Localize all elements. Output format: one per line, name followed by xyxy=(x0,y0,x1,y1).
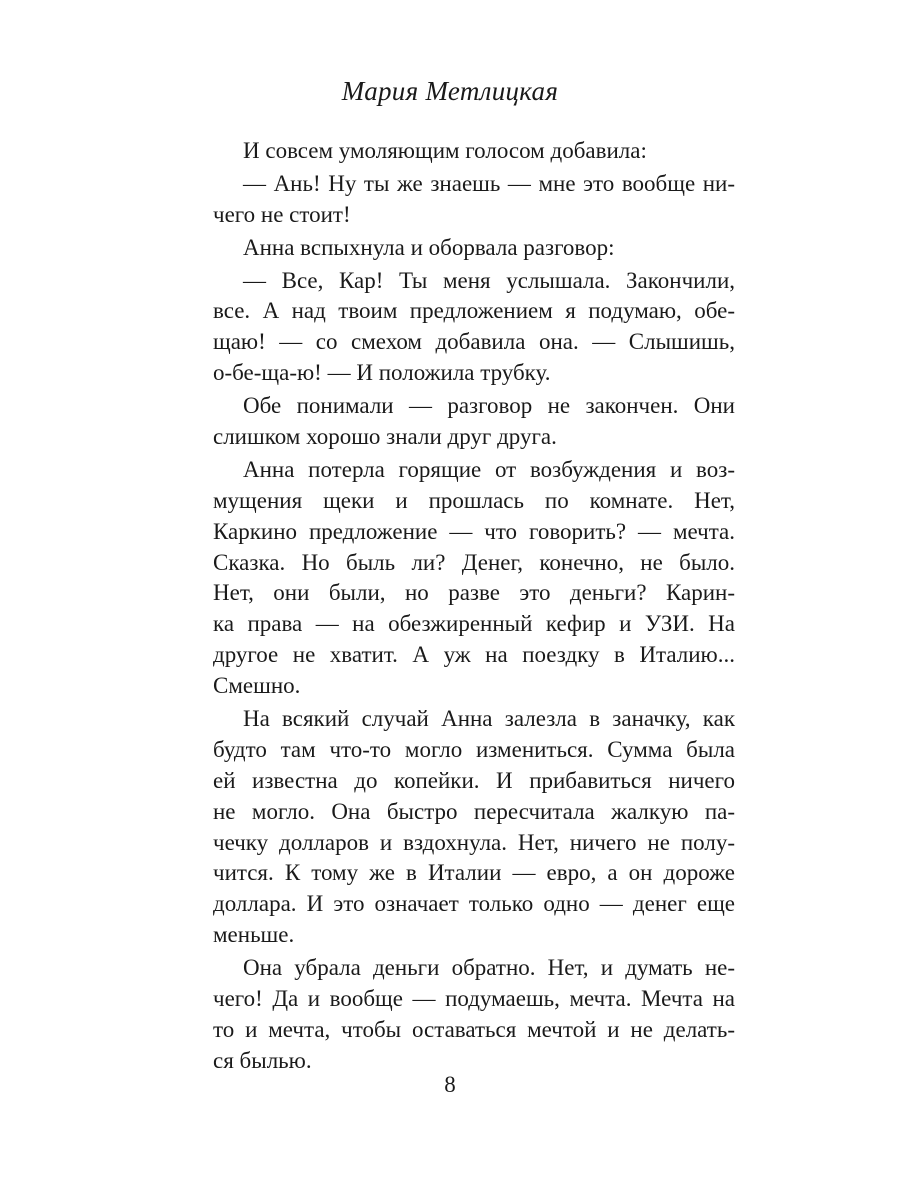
text-line: — Ань! Ну ты же знаешь — мне это вообще ни- xyxy=(243,170,735,196)
text-line: ка права — на обезжиренный кефир и УЗИ. На xyxy=(213,611,735,637)
paragraph xyxy=(213,391,735,453)
body-text xyxy=(213,136,735,1079)
text-line: Сказка. Но быль ли? Денег, конечно, не было. xyxy=(213,549,735,575)
text-line: чего! Да и вообще — подумаешь, мечта. Мечта на xyxy=(213,986,735,1012)
paragraph xyxy=(213,953,735,1077)
text-line: ей известна до копейки. И прибавиться ничего xyxy=(213,767,735,793)
text-line: Нет, они были, но разве это деньги? Карин- xyxy=(213,580,735,606)
text-line: И совсем умоляющим голосом добавила: xyxy=(243,138,647,163)
text-line: чего не стоит! xyxy=(213,201,351,227)
text-line: другое не хватит. А уж на поездку в Италию... xyxy=(213,642,735,668)
text-line: ся былью. xyxy=(213,1047,312,1073)
paragraph xyxy=(213,266,735,390)
text-line: Анна вспыхнула и оборвала разговор: xyxy=(243,234,615,260)
text-line: чечку долларов и вздохнула. Нет, ничего не полу- xyxy=(213,829,735,855)
text-line: Обе понимали — разговор не закончен. Они xyxy=(243,393,735,419)
text-line: мущения щеки и прошлась по комнате. Нет, xyxy=(213,487,735,513)
text-line: слишком хорошо знали друг друга. xyxy=(213,424,557,450)
text-line: щаю! — со смехом добавила она. — Слышишь, xyxy=(213,329,735,355)
text-line: Анна потерла горящие от возбуждения и воз- xyxy=(243,456,735,482)
paragraph xyxy=(213,136,735,167)
text-line: Смешно. xyxy=(213,673,301,699)
text-line: Она убрала деньги обратно. Нет, и думать не- xyxy=(243,955,735,981)
text-line: все. А над твоим предложением я подумаю, обе- xyxy=(213,298,735,324)
text-line: чится. К тому же в Италии — евро, а он дороже xyxy=(213,860,735,886)
paragraph xyxy=(213,233,735,264)
text-line: о-бе-ща-ю! — И положила трубку. xyxy=(213,360,551,386)
paragraph xyxy=(213,455,735,702)
paragraph xyxy=(213,169,735,231)
page-number: 8 xyxy=(444,1072,456,1097)
text-line: не могло. Она быстро пересчитала жалкую па- xyxy=(213,798,735,824)
text-line: доллара. И это означает только одно — денег еще xyxy=(213,891,735,917)
text-line: — Все, Кар! Ты меня услышала. Закончили, xyxy=(243,267,735,293)
text-line: то и мечта, чтобы оставаться мечтой и не делать- xyxy=(213,1016,735,1042)
text-line: На всякий случай Анна залезла в заначку, как xyxy=(243,706,735,732)
text-line: будто там что-то могло измениться. Сумма была xyxy=(213,736,735,762)
text-line: Каркино предложение — что говорить? — мечта. xyxy=(213,518,735,544)
text-line: меньше. xyxy=(213,922,295,948)
running-head-author: Мария Метлицкая xyxy=(341,76,559,106)
paragraph xyxy=(213,704,735,951)
